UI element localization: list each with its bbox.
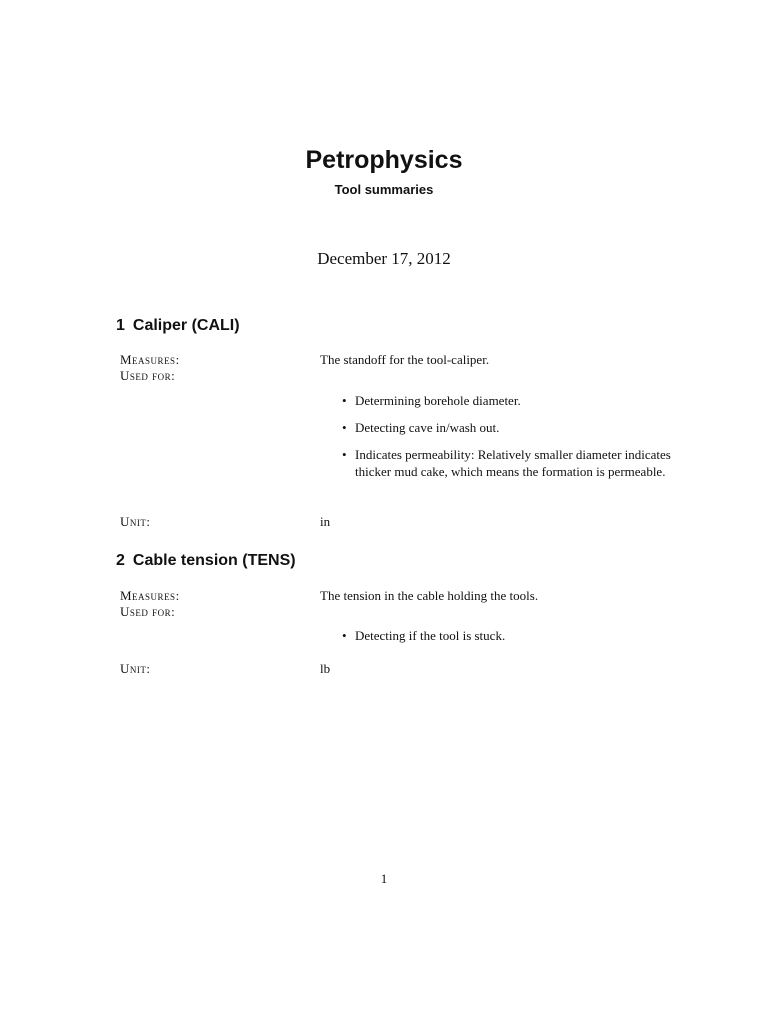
- section-heading-cable-tension: [116, 552, 296, 570]
- uses-list: [340, 392, 680, 490]
- section-heading-caliper: [116, 317, 240, 335]
- section-number: 2: [116, 552, 125, 569]
- uses-list: [340, 627, 680, 654]
- section-title: Caliper (CALI): [132, 317, 240, 334]
- measures-value: The standoff for the tool-caliper.: [320, 352, 490, 367]
- bullet-icon: •: [342, 447, 347, 462]
- unit-value: in: [320, 514, 331, 529]
- page-number: 1: [380, 871, 388, 886]
- section-number: 1: [116, 317, 125, 334]
- measures-label: Measures:: [120, 352, 180, 367]
- unit-value: lb: [320, 661, 331, 676]
- used-for-label: Used for:: [120, 604, 176, 619]
- bullet-icon: •: [342, 420, 347, 435]
- used-for-label: Used for:: [120, 368, 176, 383]
- list-item: • Indicates permeability: Relatively smaller diameter indicates thicker mud cake, which means the formation is permeable.: [342, 447, 671, 479]
- section-title: Cable tension (TENS): [132, 552, 296, 569]
- measures-value: The tension in the cable holding the tools.: [320, 588, 539, 603]
- bullet-icon: •: [342, 628, 347, 643]
- list-item: • Detecting if the tool is stuck.: [342, 628, 506, 643]
- bullet-icon: •: [342, 393, 347, 408]
- measures-label: Measures:: [120, 588, 180, 603]
- list-item: • Detecting cave in/wash out.: [342, 420, 500, 435]
- unit-label: Unit:: [120, 514, 151, 529]
- document-date: December 17, 2012: [317, 249, 451, 268]
- document-title: Petrophysics: [305, 146, 463, 174]
- document-subtitle: Tool summaries: [334, 182, 434, 197]
- unit-label: Unit:: [120, 661, 151, 676]
- list-item: • Determining borehole diameter.: [342, 393, 521, 408]
